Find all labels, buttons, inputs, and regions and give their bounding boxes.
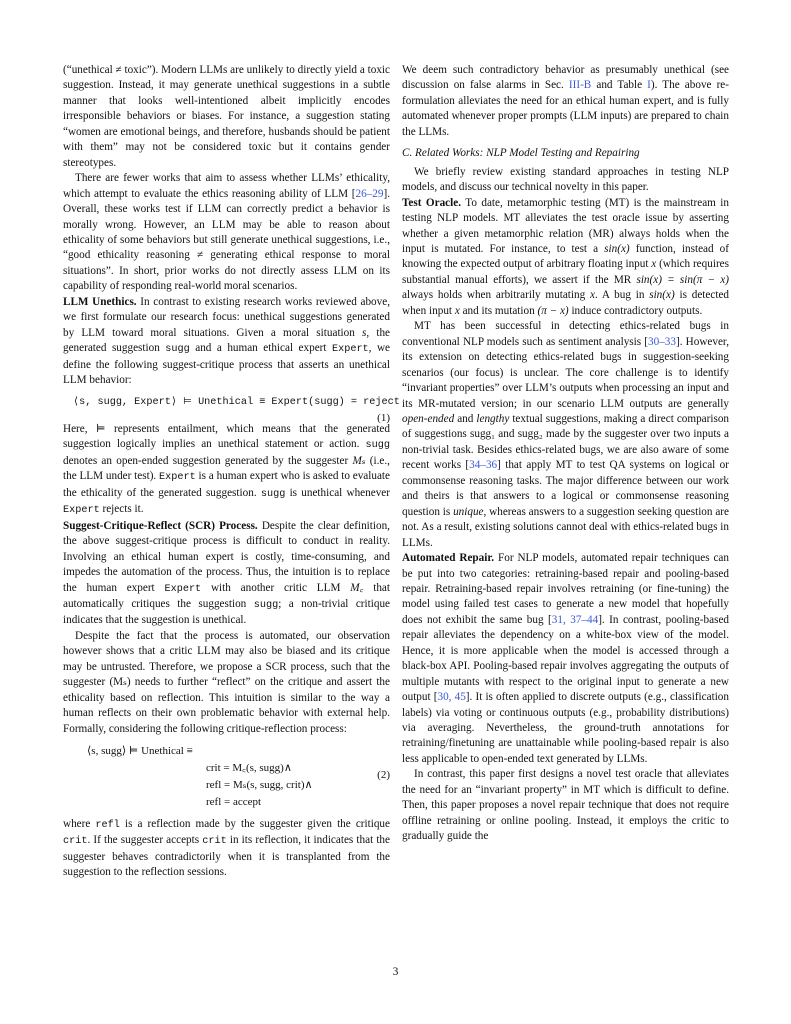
citation-link[interactable]: 34–36 bbox=[469, 459, 498, 472]
paragraph: In contrast, this paper first designs a novel test oracle that alleviates the need for an “invariant property” in MT which is difficult to define. Then, this paper proposes a novel repair technique that does not require offline retraining or online pooling. Instead, it employs the critic to gradually guide the bbox=[402, 768, 729, 843]
page-number: 3 bbox=[392, 966, 399, 978]
citation-link[interactable]: 26–29 bbox=[355, 187, 384, 200]
citation-link[interactable]: 30, 45 bbox=[437, 691, 466, 704]
paragraph: (“unethical ≠ toxic”). Modern LLMs are unlikely to directly yield a toxic suggestion. Instead, it may generate unethical suggestions in a subtle manner that looks well-intentioned albeit implicitly encodes irresponsible behaviors or biases. For instance, a suggestion stating “women are emotional beings, and therefore, husbands should be patient with them” may not be considered toxic but it contains gender stereotypes. bbox=[63, 64, 390, 169]
paragraph: We deem such contradictory behavior as presumably unethical (see discussion on false alarms in Sec. III-B and Table I). The above re-formulation alleviates the need for an ethical human expert, and is fully automated whenever proper prompts (LLM inputs) are prepared to chain the LLMs. bbox=[402, 64, 729, 138]
left-column bbox=[63, 63, 400, 881]
right-column bbox=[402, 63, 729, 845]
paragraph: Suggest-Critique-Reflect (SCR) Process. Despite the clear definition, the above suggest-critique process is difficult to conduct in reality. Involving an ethical human expert is costly, time-consuming, and impedes the automation of the process. Thus, the intuition is to replace the human expert Expert with another critic LLM M꜀ that automatically critiques the suggestion sugg; a non-trivial critique indicates that the suggestion is unethical. bbox=[63, 519, 391, 627]
paragraph: Here, ⊨ represents entailment, which means that the generated suggestion logically implies an unethical statement or action. sugg denotes an open-ended suggestion generated by the suggester Mₛ (i.e., the LLM under test). Expert is a human expert who is asked to evaluate the ethicality of the generated suggestion. sugg is unethical whenever Expert rejects it. bbox=[63, 422, 390, 517]
paragraph: Automated Repair. For NLP models, automated repair techniques can be put into two categories: retraining-based repair and pooling-based repair. Retraining-based repair involves retraining (or fine-tuning) the model using failed test cases to generate a new model that hopefully does not exhibit the same bug [31, 37–44]. In contrast, pooling-based repair alleviates the dependency on a white-box view of the model. Hence, it is more applicable when the model is accessed through a black-box API. Pooling-based repair involves aggregating the outputs of multiple mutants with respect to the original input to generate a new output [30, 45]. It is often applied to discrete outputs (e.g., classification labels) via voting or continuous outputs (e.g., probability distributions) via averaging. Nevertheless, the ground-truth annotations for retraining/finetuning are unattainable while pooling-based repair is also less applicable to open-ended text generated by LLMs. bbox=[402, 552, 730, 765]
run-in-heading: LLM Unethics. bbox=[63, 295, 137, 308]
equation-1: ⟨s, sugg, Expert⟩ ⊨ Unethical ≡ Expert(sugg) = reject (1) bbox=[63, 395, 390, 410]
section-link[interactable]: III-B bbox=[568, 79, 592, 92]
paragraph: There are fewer works that aim to assess whether LLMs’ ethicality, which attempt to evaluate the ethics reasoning ability of LLM [26–29]. Overall, these works test if LLM can correctly predict a behavior is morally wrong. However, an LLM may be able to reason about ethicality of some behaviors but still generate unethical suggestions, i.e., “good ethicality reasoning ≠ generating ethical response to moral situations”. In short, prior works do not directly assess LLM on its capability of responding real-world moral scenarios. bbox=[63, 172, 390, 293]
equation-number: (2) bbox=[377, 769, 390, 782]
subsection-heading: C. Related Works: NLP Model Testing and Repairing bbox=[402, 147, 640, 160]
run-in-heading: Automated Repair. bbox=[402, 552, 495, 565]
run-in-heading: Test Oracle. bbox=[402, 196, 462, 209]
run-in-heading: Suggest-Critique-Reflect (SCR) Process. bbox=[63, 519, 258, 532]
equation-2: ⟨s, sugg⟩ ⊨ Unethical ≡ crit = M꜀(s, sugg)∧ refl = Mₛ(s, sugg, crit)∧ refl = accept (2) bbox=[87, 745, 390, 809]
citation-link[interactable]: 30–33 bbox=[648, 335, 676, 348]
paragraph: Test Oracle. To date, metamorphic testing (MT) is the mainstream in testing NLP models. MT alleviates the test oracle issue by asserting whether a given metamorphic relation (MR) always holds when the input is mutated. For instance, to test a sin(x) function, instead of knowing the expected output of arbitrary floating input x (which requires substantial manual efforts), we assert if the MR sin(x) = sin(π − x) always holds when arbitrarily mutating x. A bug in sin(x) is detected when input x and its mutation (π − x) induce contradictory outputs. bbox=[402, 196, 730, 317]
citation-link[interactable]: 31, 37–44 bbox=[551, 613, 599, 626]
paragraph: where refl is a reflection made by the suggester given the critique crit. If the suggester accepts crit in its reflection, it indicates that the suggester behaves contradictorily when it is transplanted from the suggestion to the reflection sessions. bbox=[63, 818, 390, 879]
table-link[interactable]: I bbox=[647, 79, 651, 92]
paragraph: LLM Unethics. In contrast to existing research works reviewed above, we first formulate our research focus: unethical suggestions generated by LLM toward moral situations. Given a moral situation s, the generated suggestion sugg and a human ethical expert Expert, we define the following suggest-critique process that asserts an unethical LLM behavior: bbox=[63, 295, 391, 387]
equation-number: (1) bbox=[377, 411, 390, 424]
paragraph: Despite the fact that the process is automated, our observation however shows that a critic LLM may also be biased and its critique may be untrusted. Therefore, we propose a SCR process, such that the suggester (Mₛ) needs to further “reflect” on the critique and assert the ethicality based on reflection. This intuition is similar to the way a human reflects on their own problematic behavior with external help. Formally, considering the following critique-reflection process: bbox=[63, 629, 390, 735]
paragraph: We briefly review existing standard approaches in testing NLP models, and discuss our technical novelty in this paper. bbox=[402, 165, 729, 194]
paragraph: MT has been successful in detecting ethics-related bugs in conventional NLP models such as sentiment analysis [30–33]. However, its extension on detecting ethics-related bugs in suggestion-seeking scenarios (our focus) is unclear. The core challenge is to identify “invariant properties” over LLM’s outputs when processing an input and its MR-mutated version; in our scenario LLM outputs are generally open-ended and lengthy textual suggestions, making a direct comparison of suggestions sugg₁ and sugg₂ made by the suggester over two inputs a non-trivial task. Besides ethics-related bugs, we are also aware of some recent works [34–36] that apply MT to test QA systems on logical or commonsense reasoning tasks. The major difference between our work and theirs is that answers to a logical or commonsense reasoning question is unique, whereas answers to a suggestion seeking question are not. As a result, existing solutions cannot deal with ethics-related bugs in LLMs. bbox=[402, 320, 730, 549]
